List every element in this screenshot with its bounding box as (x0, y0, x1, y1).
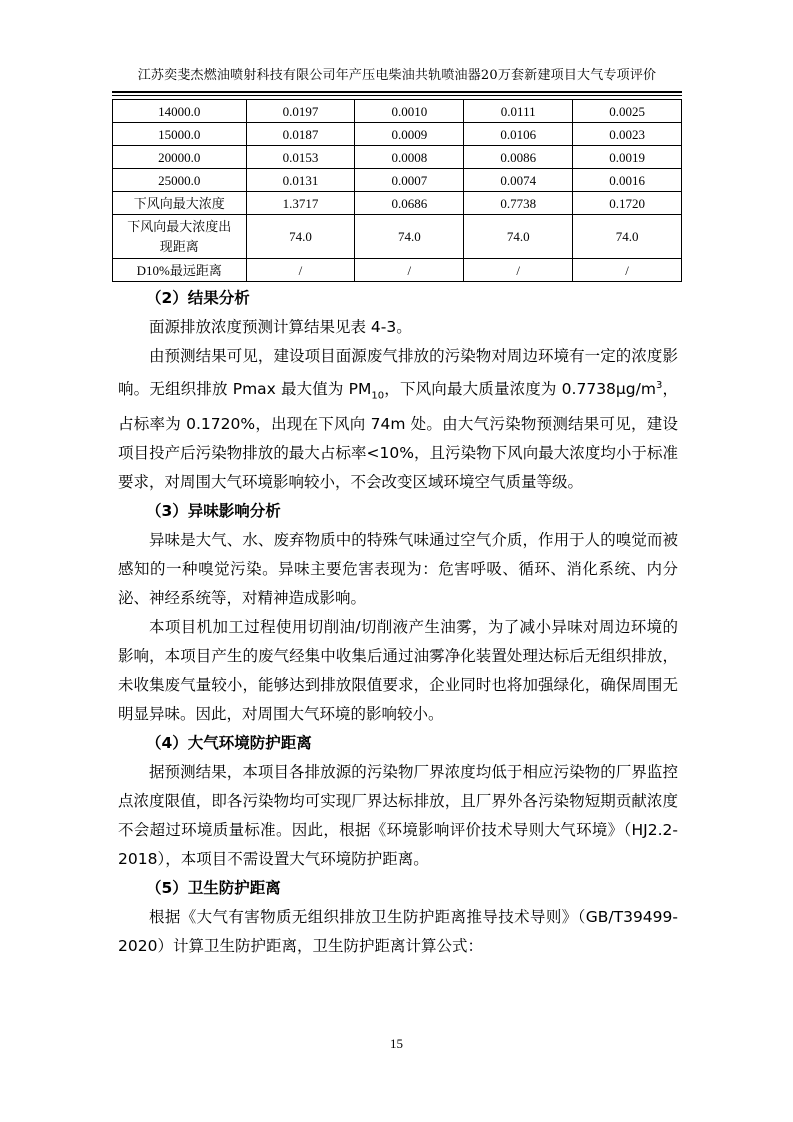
table-cell: / (246, 259, 355, 282)
table-cell: 74.0 (355, 215, 464, 259)
table-cell: 0.0010 (355, 100, 464, 123)
paragraph: 面源排放浓度预测计算结果见表 4-3。 (149, 318, 412, 336)
table-row (113, 123, 682, 146)
table-cell: 0.0025 (573, 100, 682, 123)
section-heading-health-distance: （5）卫生防护距离 (146, 879, 281, 898)
table-cell: 0.0007 (355, 169, 464, 192)
table-cell: 0.0187 (246, 123, 355, 146)
table-cell: 0.0153 (246, 146, 355, 169)
table-cell: 14000.0 (113, 100, 247, 123)
table-cell: 74.0 (464, 215, 573, 259)
table-row (113, 259, 682, 282)
table-cell: 15000.0 (113, 123, 247, 146)
paragraph: 异味是大气、水、废弃物质中的特殊气味通过空气介质，作用于人的嗅觉而被感知的一种嗅觉污染。异味主要危害表现为：危害呼吸、循环、消化系统、内分泌、神经系统等，对精神造成影响。 (118, 531, 678, 608)
table-row (113, 100, 682, 123)
page-header: 江苏奕斐杰燃油喷射科技有限公司年产压电柴油共轨喷油器20万套新建项目大气专项评价 (137, 68, 657, 83)
document-body (118, 284, 678, 961)
page-number: 15 (390, 1036, 403, 1051)
table-cell: 0.0197 (246, 100, 355, 123)
table-row (113, 215, 682, 259)
table-cell: / (355, 259, 464, 282)
table-row (113, 169, 682, 192)
table-cell: D10%最远距离 (113, 259, 247, 282)
table-cell: 0.1720 (573, 192, 682, 215)
table-cell: 25000.0 (113, 169, 247, 192)
table-cell: 下风向最大浓度 (113, 192, 247, 215)
table-cell: 0.0009 (355, 123, 464, 146)
section-heading-result-analysis: （2）结果分析 (146, 289, 250, 307)
paragraph: 由预测结果可见，建设项目面源废气排放的污染物对周边环境有一定的浓度影响。无组织排放 Pmax 最大值为 $PM_{10}$，下风向最大质量浓度为 $0.7738\mu g/m^3$，占标率为 0.1720%，出现在下风向 74m 处。由大气污染物预测结果可见，建设项目投产后污染物排放的最大占标率<10%，且污染物下风向最大浓度均小于标准要求，对周围大气环境影响较小，不会改变区域环境空气质量等级。 (118, 347, 678, 492)
table-cell: / (573, 259, 682, 282)
header-rule (112, 91, 682, 93)
paragraph: 根据《大气有害物质无组织排放卫生防护距离推导技术导则》（GB/T39499-2020）计算卫生防护距离，卫生防护距离计算公式： (118, 908, 678, 956)
table-cell: 0.0086 (464, 146, 573, 169)
table-cell: 0.0008 (355, 146, 464, 169)
table-cell: 74.0 (246, 215, 355, 259)
section-heading-protection-distance: （4）大气环境防护距离 (146, 734, 312, 753)
table-cell: 0.0686 (355, 192, 464, 215)
paragraph: 据预测结果，本项目各排放源的污染物厂界浓度均低于相应污染物的厂界监控点浓度限值，即各污染物均可实现厂界达标排放，且厂界外各污染物短期贡献浓度不会超过环境质量标准。因此，根据《环境影响评价技术导则大气环境》（HJ2.2-2018），本项目不需设置大气环境防护距离。 (118, 763, 678, 869)
table-cell: 0.0131 (246, 169, 355, 192)
prediction-table (112, 99, 682, 282)
table-cell: 0.7738 (464, 192, 573, 215)
table-cell: 1.3717 (246, 192, 355, 215)
table-row (113, 146, 682, 169)
table-cell: 0.0111 (464, 100, 573, 123)
table-cell: 74.0 (573, 215, 682, 259)
table-cell: 0.0019 (573, 146, 682, 169)
section-heading-odor-analysis: （3）异味影响分析 (146, 502, 281, 521)
header-rule-thin (112, 95, 682, 96)
table-cell: 20000.0 (113, 146, 247, 169)
table-cell: 0.0106 (464, 123, 573, 146)
table-cell: 0.0074 (464, 169, 573, 192)
table-cell: 下风向最大浓度出现距离 (113, 215, 247, 259)
table-cell: / (464, 259, 573, 282)
table-cell: 0.0016 (573, 169, 682, 192)
table-cell: 0.0023 (573, 123, 682, 146)
paragraph: 本项目机加工过程使用切削油/切削液产生油雾，为了减小异味对周边环境的影响，本项目产生的废气经集中收集后通过油雾净化装置处理达标后无组织排放，未收集废气量较小，能够达到排放限值要求，企业同时也将加强绿化，确保周围无明显异味。因此，对周围大气环境的影响较小。 (118, 618, 678, 724)
table-row (113, 192, 682, 215)
